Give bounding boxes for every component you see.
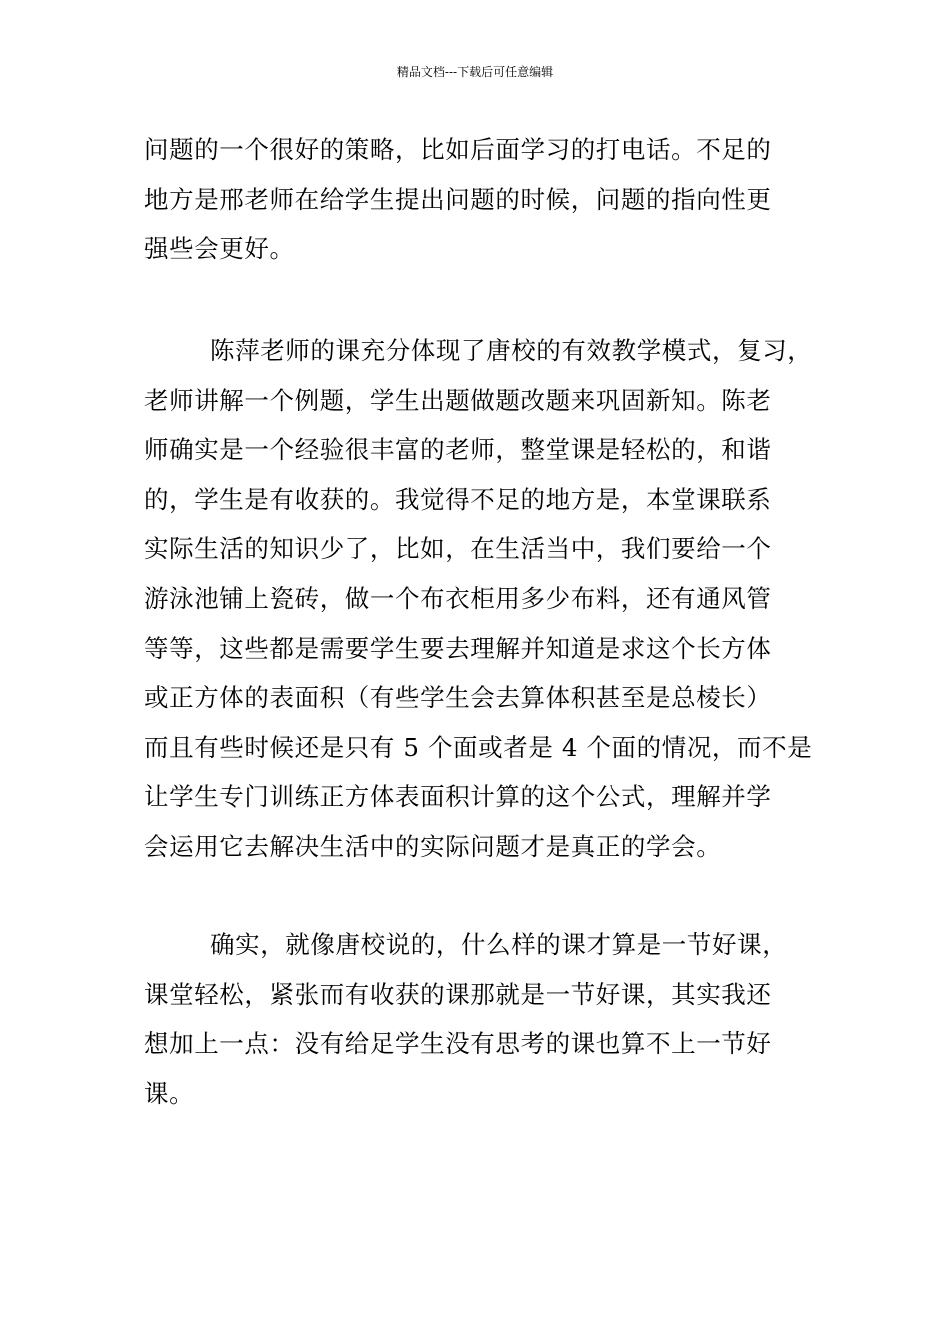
paragraph-2	[144, 326, 813, 872]
paragraph-line: 课。	[144, 1078, 195, 1108]
paragraph-3	[144, 920, 810, 1118]
paragraph-1	[144, 125, 810, 274]
paragraph-line: 让学生专门训练正方体表面积计算的这个公式，理解并学	[144, 782, 772, 812]
paragraph-line: 地方是邢老师在给学生提出问题的时候，问题的指向性更	[144, 184, 772, 214]
paragraph-line: 而且有些时候还是只有 5 个面或者是 4 个面的情况，而不是	[144, 732, 813, 762]
paragraph-line: 等等，这些都是需要学生要去理解并知道是求这个长方体	[144, 633, 772, 663]
paragraph-line: 的，学生是有收获的。我觉得不足的地方是，本堂课联系	[144, 484, 772, 514]
paragraph-line: 实际生活的知识少了，比如，在生活当中，我们要给一个	[144, 534, 772, 564]
paragraph-line: 或正方体的表面积（有些学生会去算体积甚至是总棱长）	[144, 683, 772, 713]
paragraph-line: 游泳池铺上瓷砖，做一个布衣柜用多少布料，还有通风管	[144, 583, 772, 613]
paragraph-line: 确实，就像唐校说的，什么样的课才算是一节好课，	[210, 930, 788, 959]
paragraph-line: 想加上一点：没有给足学生没有思考的课也算不上一节好	[144, 1029, 772, 1059]
paragraph-line: 老师讲解一个例题，学生出题做题改题来巩固新知。陈老	[144, 385, 772, 415]
paragraph-line: 课堂轻松，紧张而有收获的课那就是一节好课，其实我还	[144, 979, 772, 1009]
paragraph-line: 问题的一个很好的策略，比如后面学习的打电话。不足的	[144, 135, 772, 164]
paragraph-line: 陈萍老师的课充分体现了唐校的有效教学模式，复习，	[210, 336, 813, 365]
paragraph-line: 师确实是一个经验很丰富的老师，整堂课是轻松的，和谐	[144, 435, 772, 465]
paragraph-line: 会运用它去解决生活中的实际问题才是真正的学会。	[144, 831, 722, 861]
page-header: 精品文档---下载后可任意编辑	[396, 65, 554, 79]
paragraph-line: 强些会更好。	[144, 234, 295, 264]
